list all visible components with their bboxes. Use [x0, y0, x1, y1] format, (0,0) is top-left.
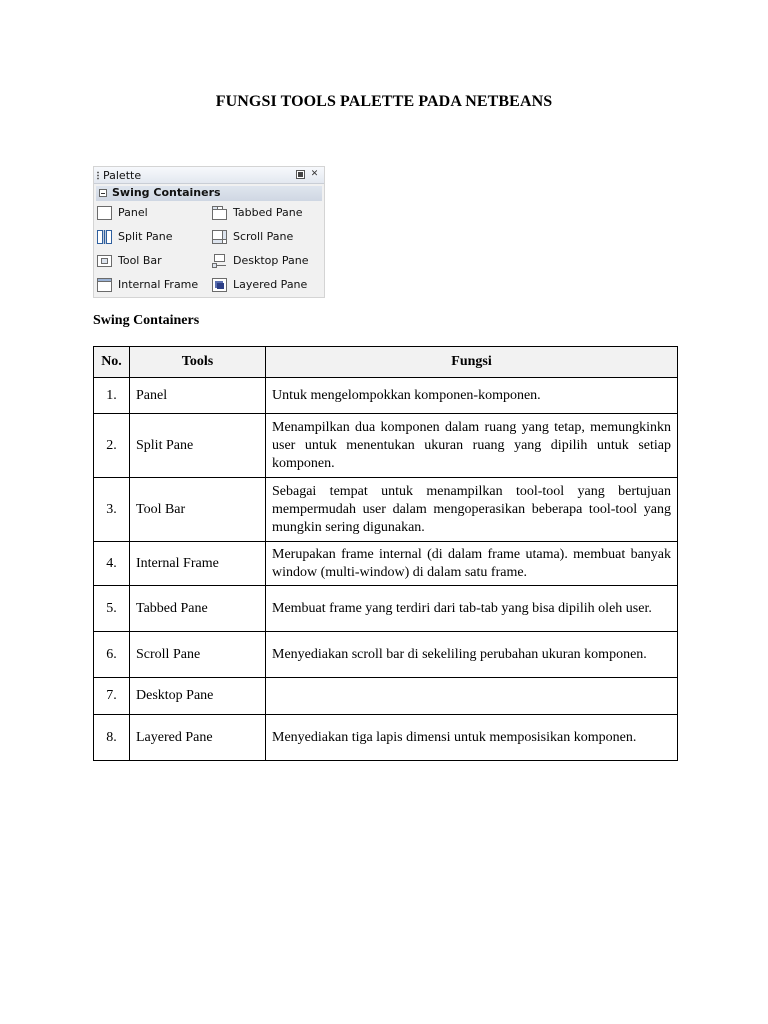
cell-no: 7. [94, 678, 130, 715]
cell-tool: Panel [130, 378, 266, 414]
cell-no: 5. [94, 586, 130, 632]
palette-item-label: Layered Pane [233, 278, 308, 291]
table-row [94, 542, 678, 586]
tool-bar-icon [97, 254, 112, 268]
table-row [94, 715, 678, 761]
palette-item-label: Desktop Pane [233, 254, 309, 267]
tabbed-pane-icon [212, 206, 227, 220]
cell-fungsi [266, 678, 678, 715]
cell-fungsi: Merupakan frame internal (di dalam frame utama). membuat banyak window (multi-window) di dalam satu frame. [266, 542, 678, 586]
cell-tool: Layered Pane [130, 715, 266, 761]
table-header-row [94, 347, 678, 378]
palette-item-label: Internal Frame [118, 278, 199, 291]
table-row [94, 678, 678, 715]
collapse-icon [99, 189, 107, 197]
palette-item-label: Tool Bar [118, 254, 162, 267]
cell-tool: Tool Bar [130, 478, 266, 542]
palette-header [94, 167, 324, 184]
split-pane-icon [97, 230, 112, 244]
cell-no: 2. [94, 414, 130, 478]
header-no: No. [94, 347, 130, 378]
header-fungsi: Fungsi [266, 347, 678, 378]
netbeans-palette [93, 166, 325, 298]
palette-item-layered-pane [212, 277, 324, 295]
drag-grip-icon [97, 171, 99, 180]
layered-pane-icon [212, 278, 227, 292]
cell-no: 6. [94, 632, 130, 678]
cell-fungsi: Menyediakan scroll bar di sekeliling perubahan ukuran komponen. [266, 632, 678, 678]
cell-no: 4. [94, 542, 130, 586]
table-row [94, 632, 678, 678]
palette-item-internal-frame [97, 277, 209, 295]
cell-no: 3. [94, 478, 130, 542]
palette-item-label: Panel [118, 206, 148, 219]
cell-no: 1. [94, 378, 130, 414]
palette-item-tool-bar [97, 253, 209, 271]
section-heading: Swing Containers [93, 313, 200, 328]
cell-tool: Tabbed Pane [130, 586, 266, 632]
table-row [94, 478, 678, 542]
palette-item-label: Split Pane [118, 230, 173, 243]
scroll-pane-icon [212, 230, 227, 244]
category-label: Swing Containers [112, 186, 221, 199]
cell-no: 8. [94, 715, 130, 761]
palette-item-label: Tabbed Pane [233, 206, 303, 219]
cell-fungsi: Sebagai tempat untuk menampilkan tool-tool yang bertujuan mempermudah user dalam mengoperasikan beberapa tool-tool yang mungkin sering digunakan. [266, 478, 678, 542]
cell-tool: Desktop Pane [130, 678, 266, 715]
palette-item-split-pane [97, 229, 209, 247]
cell-fungsi: Membuat frame yang terdiri dari tab-tab yang bisa dipilih oleh user. [266, 586, 678, 632]
palette-item-tabbed-pane [212, 205, 324, 223]
cell-tool: Internal Frame [130, 542, 266, 586]
table-row [94, 378, 678, 414]
table-row [94, 414, 678, 478]
palette-title: Palette [103, 169, 142, 182]
palette-item-label: Scroll Pane [233, 230, 294, 243]
internal-frame-icon [97, 278, 112, 292]
functions-table [93, 346, 678, 761]
palette-item-panel [97, 205, 209, 223]
cell-tool: Scroll Pane [130, 632, 266, 678]
cell-fungsi: Menyediakan tiga lapis dimensi untuk memposisikan komponen. [266, 715, 678, 761]
cell-fungsi: Untuk mengelompokkan komponen-komponen. [266, 378, 678, 414]
cell-tool: Split Pane [130, 414, 266, 478]
palette-category-swing-containers [96, 186, 322, 201]
maximize-icon [296, 170, 305, 179]
palette-item-scroll-pane [212, 229, 324, 247]
close-icon: ✕ [310, 169, 319, 179]
desktop-pane-icon [212, 254, 227, 268]
table-row [94, 586, 678, 632]
palette-item-desktop-pane [212, 253, 324, 271]
cell-fungsi: Menampilkan dua komponen dalam ruang yang tetap, memungkinkn user untuk menentukan ukuran ruang yang dipilih untuk setiap komponen. [266, 414, 678, 478]
header-tools: Tools [130, 347, 266, 378]
document-title: FUNGSI TOOLS PALETTE PADA NETBEANS [215, 93, 553, 110]
panel-icon [97, 206, 112, 220]
